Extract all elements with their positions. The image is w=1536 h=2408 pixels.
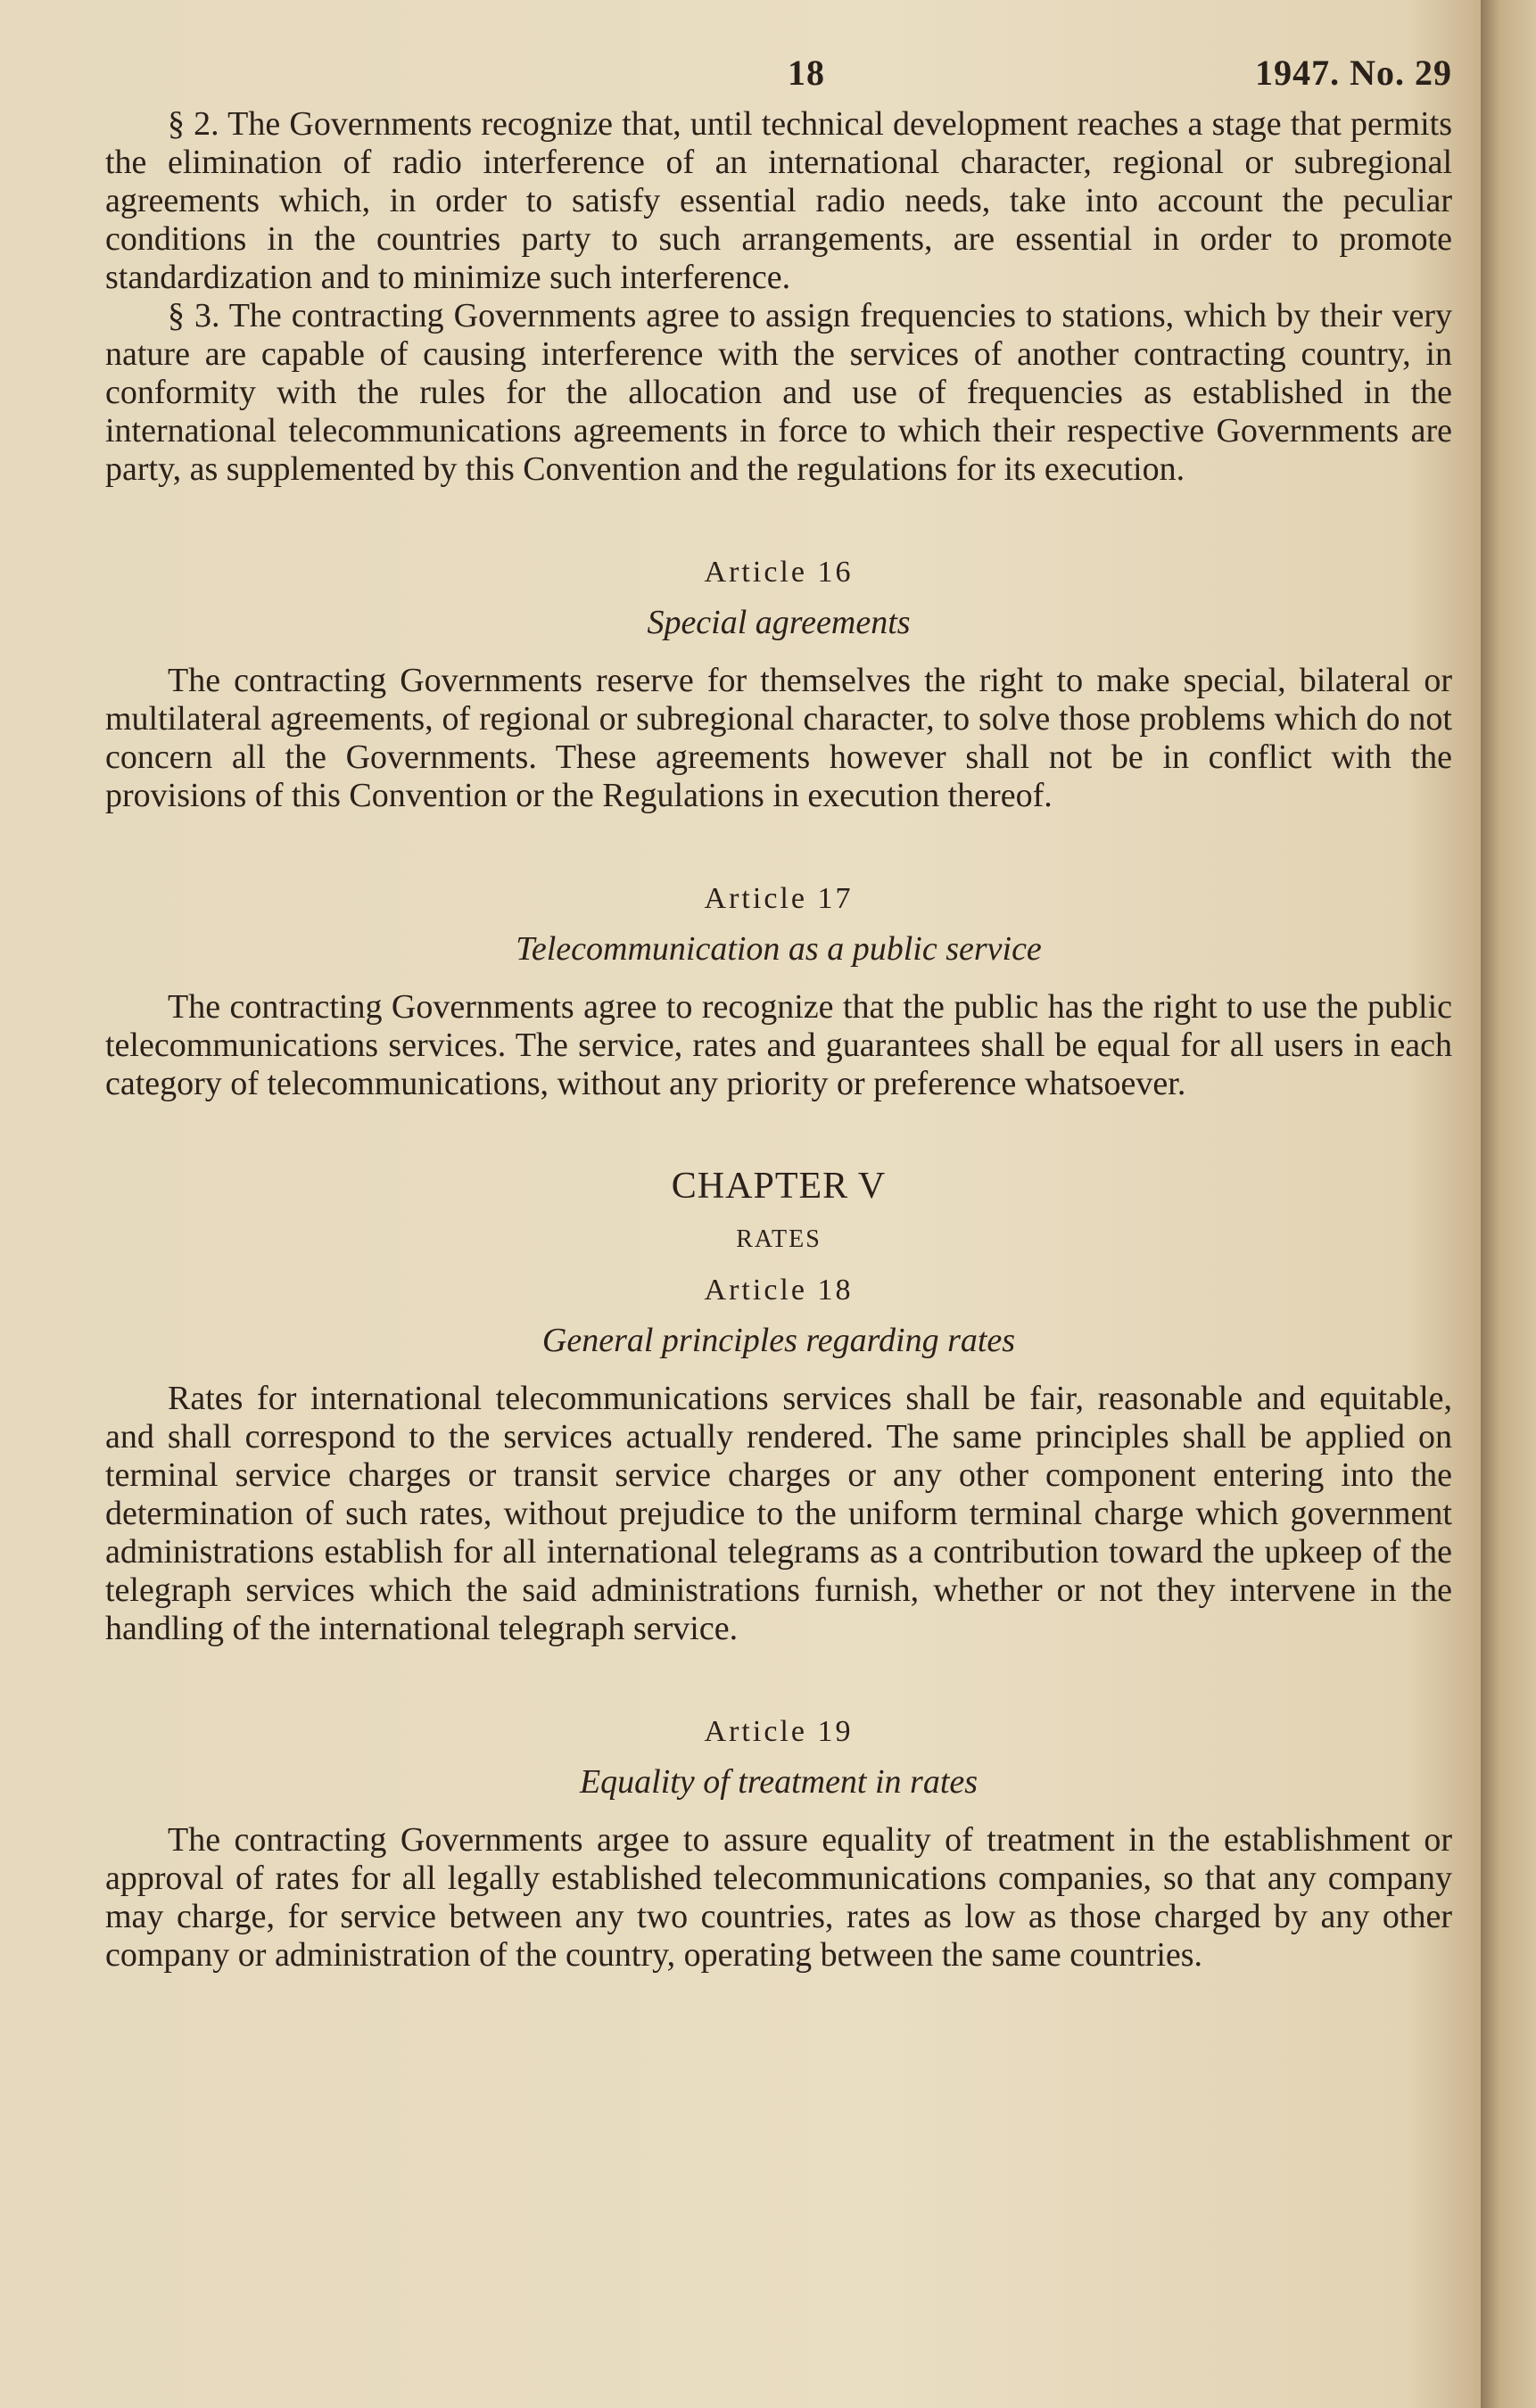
article-17-body: The contracting Governments agree to recognize that the public has the right to use the public telecommunications services. The service, rates and guarantees shall be equal for all users in each category of telecommunications, without any priority or preference whatsoever. [105,988,1452,1102]
article-18-heading: Article 18 [704,1274,854,1307]
chapter-subheading: RATES [736,1225,822,1253]
article-16-title: Special agreements [647,604,911,641]
article-17-heading: Article 17 [704,882,854,915]
article-19-heading: Article 19 [704,1715,854,1748]
article-16-heading: Article 16 [704,556,854,589]
article-19-title: Equality of treatment in rates [579,1763,979,1801]
section-3-paragraph: § 3. The contracting Governments agree to assign frequencies to stations, which by their very nature are capable of causing interference with the services of another contracting country, in conformity with the rules for the allocation and use of frequencies as established in the international telecommunications agreements in force to which their respective Governments are party, as supplemented by this Convention and the regulations for its execution. [105,297,1452,488]
chapter-heading: CHAPTER V [671,1166,887,1207]
page-header [105,43,1452,105]
book-spine-edge [1481,0,1536,2408]
article-18-body: Rates for international telecommunications services shall be fair, reasonable and equitable, and shall correspond to the services actually rendered. The same principles shall be applied on terminal service charges or transit service charges or any other component entering into the determination of such rates, without prejudice to the uniform terminal charge which government administrations establish for all international telegrams as a contribution toward the upkeep of the telegraph services which the said administrations furnish, whether or not they intervene in the handling of the international telegraph service. [105,1380,1452,1647]
article-16-body: The contracting Governments reserve for themselves the right to make special, bilateral or multilateral agreements, of regional or subregional character, to solve those problems which do not concern all the Governments. These agreements however shall not be in conflict with the provisions of this Convention or the Regulations in execution thereof. [105,662,1452,814]
statute-reference: 1947. No. 29 [1255,53,1452,93]
page-number: 18 [788,53,825,93]
section-2-paragraph: § 2. The Governments recognize that, until technical development reaches a stage that permits the elimination of radio interference of an international character, regional or subregional agreements which, in order to satisfy essential radio needs, take into account the peculiar conditions in the countries party to such arrangements, are essential in order to promote standardization and to minimize such interference. [105,105,1452,296]
article-19-body: The contracting Governments argee to assure equality of treatment in the establishment or approval of rates for all legally established telecommunications companies, so that any company may charge, for service between any two countries, rates as low as those charged by any other company or administration of the country, operating between the same countries. [105,1821,1452,1974]
page-content [105,43,1452,1975]
article-17-title: Telecommunication as a public service [516,930,1042,968]
article-18-title: General principles regarding rates [541,1322,1016,1359]
